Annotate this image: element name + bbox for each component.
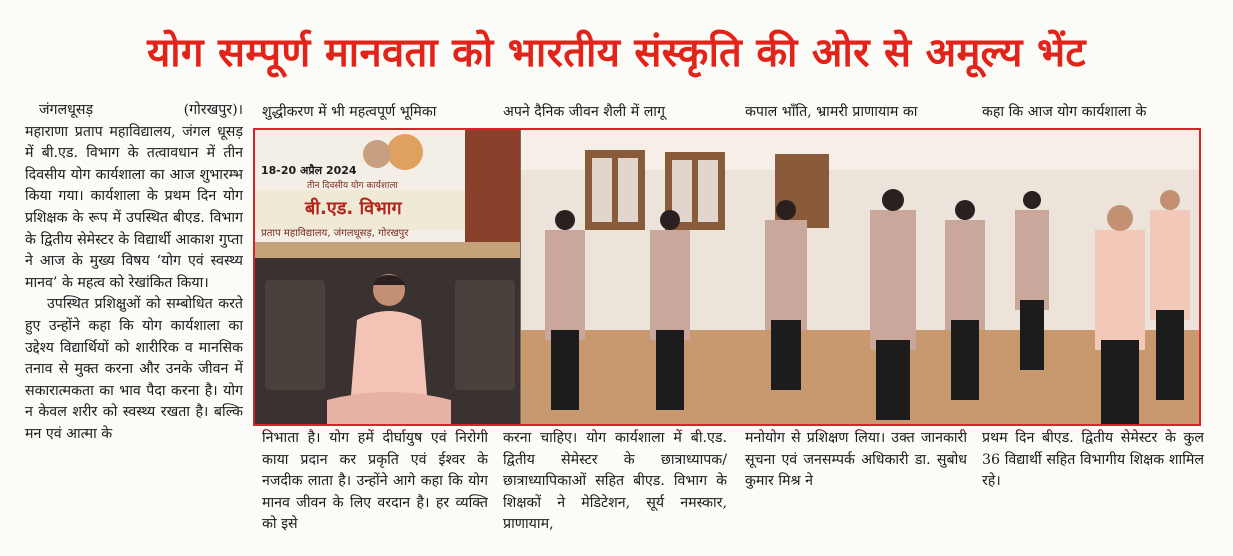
banner-dept: बी.एड. विभाग — [305, 198, 402, 219]
dateline-city: (गोरखपुर)। — [183, 102, 243, 118]
col5-top-line: कहा कि आज योग कार्यशाला के — [982, 104, 1147, 120]
headline: योग सम्पूर्ण मानवता को भारतीय संस्कृति की ओर से अमूल्य भेंट — [147, 29, 1086, 76]
article-column-1 — [25, 100, 243, 556]
article-column-5: प्रथम दिन बीएड. द्वितीय सेमेस्टर के कुल 36 विद्यार्थी सहित विभागीय शिक्षक शामिल रहे। — [982, 430, 1204, 490]
col3-top-line: अपने दैनिक जीवन शैली में लागू — [503, 104, 665, 120]
banner-line1: तीन दिवसीय योग कार्यशाला — [307, 181, 398, 191]
col2-top-line: शुद्धीकरण में भी महत्वपूर्ण भूमिका — [262, 104, 437, 120]
paragraph-1: महाराणा प्रताप महाविद्यालय, जंगल धूसड़ में बी.एड. विभाग के तत्वावधान में तीन दिवसीय योग कार्यशाला का आज शुभारम्भ किया गया। कार्यशाला के प्रथम दिन योग प्रशिक्षक के रूप में उपस्थित बीएड. विभाग के द्वितीय सेमेस्टर के विद्यार्थी आकाश गुप्ता ने आज के मुख्य विषय ‘योग एवं स्वस्थ्य मानव’ के महत्व को रेखांकित किया। — [25, 123, 243, 291]
paragraph-2: उपस्थित प्रशिक्षुओं को सम्बोधित करते हुए उन्होंने कहा कि योग कार्यशाला का उद्देश्य विद्यार्थियों को शारीरिक व मानसिक तनाव से मुक्त करना और उनके जीवन में सकारात्मकता का भाव पैदा करना है। योग न केवल शरीर को स्वस्थ्य रखता है। बल्कि मन एवं आत्मा के — [25, 296, 243, 442]
dateline-place: जंगलधूसड़ — [39, 102, 94, 118]
news-photo — [253, 128, 1201, 426]
col4-top-line: कपाल भाँति, भ्रामरी प्राणायाम का — [745, 104, 918, 120]
banner-date: 18-20 अप्रैल 2024 — [261, 164, 357, 177]
article-column-3: करना चाहिए। योग कार्यशाला में बी.एड. द्वितीय सेमेस्टर के छात्राध्यापक/ छात्राध्यापिकाओं सहित बीएड. विभाग के शिक्षकों ने मेडिटेशन, सूर्य नमस्कार, प्राणायाम, — [503, 430, 727, 533]
dateline — [25, 100, 243, 122]
article-column-2: निभाता है। योग हमें दीर्घायुष एवं निरोगी काया प्रदान कर प्रकृति एवं ईश्वर के नजदीक लाता है। उन्होंने आगे कहा कि योग मानव जीवन के लिए वरदान है। हर व्यक्ति को इसे — [262, 430, 488, 533]
banner-college: प्रताप महाविद्यालय, जंगलधूसड़, गोरखपुर — [261, 228, 409, 239]
article-column-4: मनोयोग से प्रशिक्षण लिया। उक्त जानकारी सूचना एवं जनसम्पर्क अधिकारी डा. सुबोध कुमार मिश्र ने — [745, 430, 967, 490]
